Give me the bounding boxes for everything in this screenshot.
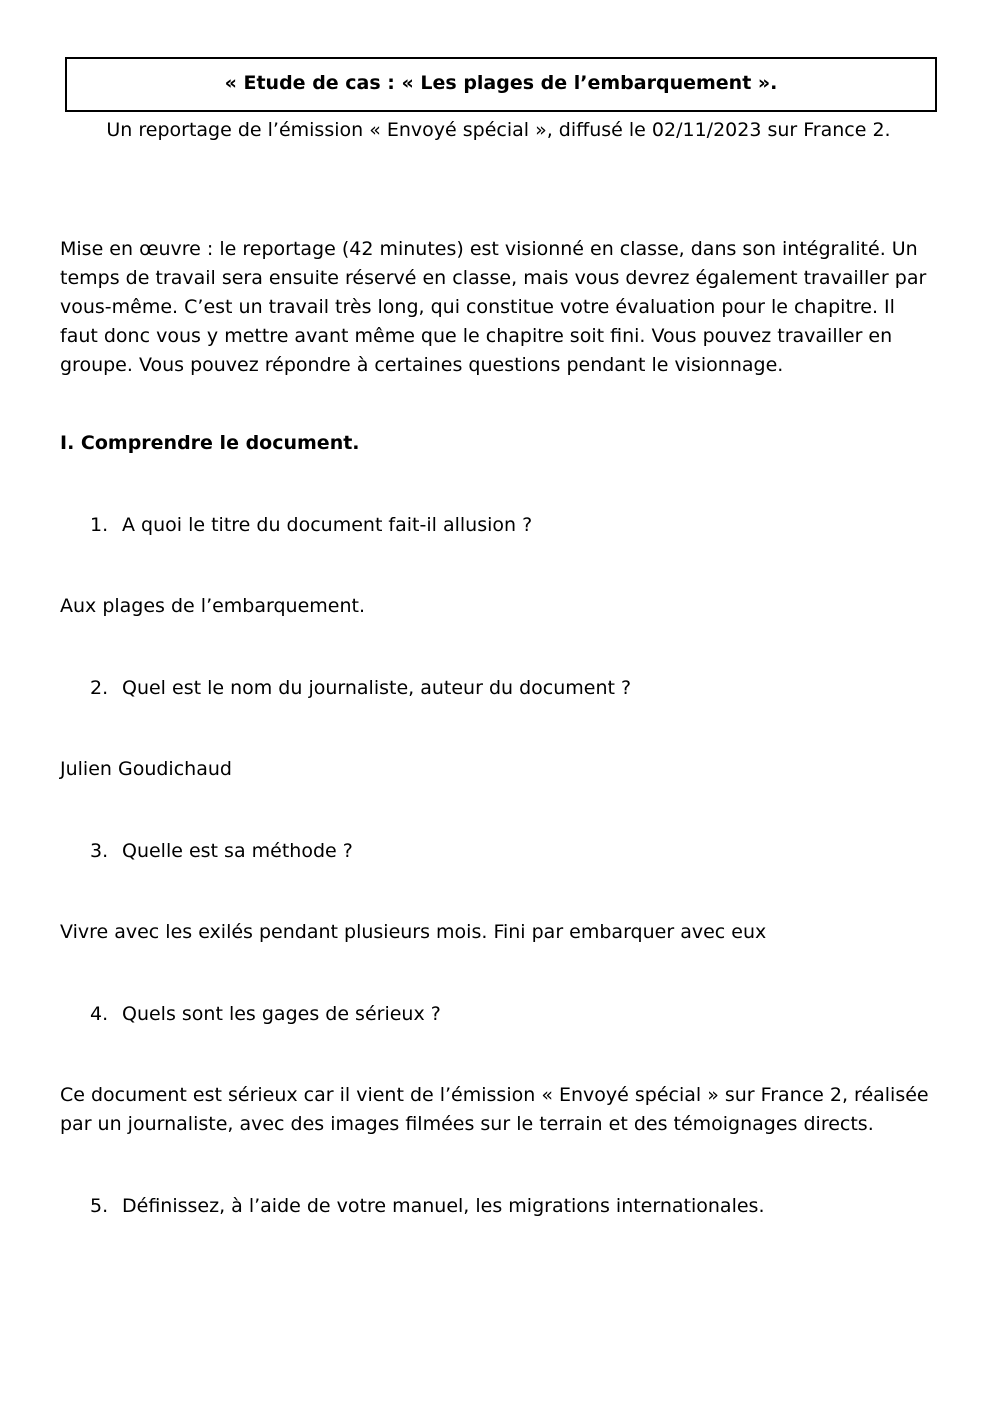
question-item-5 — [60, 1192, 937, 1221]
intro-paragraph: Mise en œuvre : le reportage (42 minutes) est visionné en classe, dans son intégralité. Un temps de travail sera ensuite réservé en classe, mais vous devrez également travailler par vous-même. C’est un travail très long, qui constitue votre évaluation pour le chapitre. Il faut donc vous y mettre avant même que le chapitre soit fini. Vous pouvez travailler en groupe. Vous pouvez répondre à certaines questions pendant le visionnage. — [60, 238, 927, 376]
question-number: 5. — [90, 1195, 109, 1217]
question-text: Quelle est sa méthode ? — [122, 840, 353, 862]
answer-text-4: Ce document est sérieux car il vient de l’émission « Envoyé spécial » sur France 2, réalisée par un journaliste, avec des images filmées sur le terrain et des témoignages directs. — [60, 1084, 929, 1135]
question-text: Quel est le nom du journaliste, auteur du document ? — [122, 677, 632, 699]
question-item-1 — [60, 511, 937, 540]
question-item-2 — [60, 674, 937, 703]
answer-text-2: Julien Goudichaud — [60, 758, 232, 780]
document-subtitle: Un reportage de l’émission « Envoyé spécial », diffusé le 02/11/2023 sur France 2. — [106, 119, 891, 141]
section-heading: I. Comprendre le document. — [60, 432, 360, 454]
answer-text-1: Aux plages de l’embarquement. — [60, 595, 366, 617]
question-item-4 — [60, 1000, 937, 1029]
question-answer-list — [60, 511, 937, 1221]
question-text: A quoi le titre du document fait-il allusion ? — [122, 514, 533, 536]
question-number: 2. — [90, 677, 109, 699]
question-number: 1. — [90, 514, 109, 536]
question-number: 4. — [90, 1003, 109, 1025]
question-number: 3. — [90, 840, 109, 862]
title-box: « Etude de cas : « Les plages de l’embarquement ». — [65, 57, 937, 112]
question-text: Définissez, à l’aide de votre manuel, les migrations internationales. — [122, 1195, 765, 1217]
question-item-3 — [60, 837, 937, 866]
question-text: Quels sont les gages de sérieux ? — [122, 1003, 441, 1025]
answer-text-3: Vivre avec les exilés pendant plusieurs mois. Fini par embarquer avec eux — [60, 921, 767, 943]
